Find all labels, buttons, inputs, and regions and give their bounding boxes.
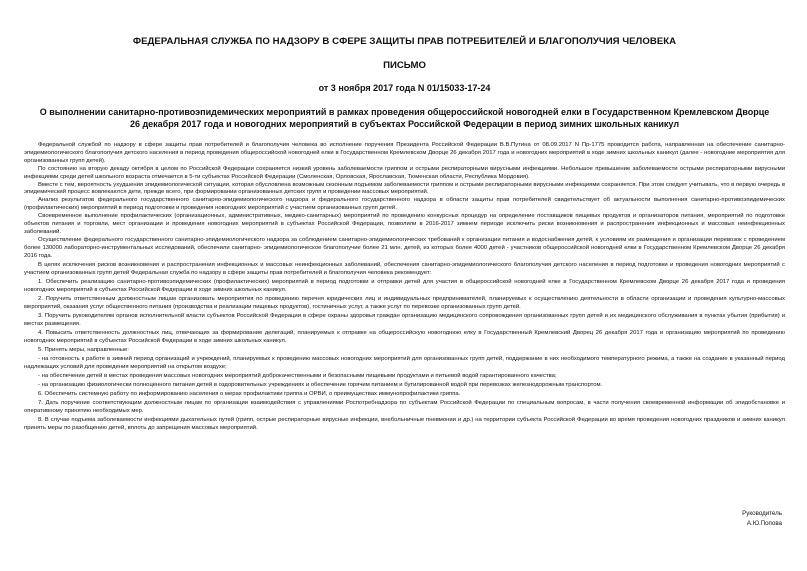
- paragraph: 1. Обеспечить реализацию санитарно-противоэпидемических (профилактических) мероприятий в период подготовки и отправки детей для участия в общероссийской новогодней елке в Государственном Кремлевском Дворце 26 декабря 2017 года и проведения новогодних мероприятий в субъектах Российской Федерации в ходе зимних школьных каникул.: [24, 278, 785, 293]
- paragraph: В целях исключения рисков возникновения и распространения инфекционных и массовых неинфекционных заболеваний, обеспечения санитарно-эпидемиологического благополучия детского населения в период подготовки и проведения новогодних мероприятий с участием организованных групп детей Федеральная служба по надзору в сфере защиты прав потребителей и благополучия человека рекомендует:: [24, 261, 785, 276]
- paragraph: - на готовность к работе в зимний период организаций и учреждений, планируемых к проведению массовых новогодних мероприятий для организованных групп детей, поддержание в них необходимого температурного режима, а также на создание в указанный период надлежащих условий для проведения мероприятий на открытом воздухе;: [24, 355, 785, 370]
- paragraph: 8. В случае подъема заболеваемости инфекциями дыхательных путей (грипп, острые респираторные вирусные инфекции, внебольничные пневмонии и др.) на территории субъекта Российской Федерации во время проведения новогодних праздников и зимних каникул принять меры по разобщению детей, вплоть до запрещения массовых мероприятий.: [24, 417, 785, 432]
- document-body: [24, 142, 785, 433]
- paragraph: - на организацию физиологически полноценного питания детей в оздоровительных учреждениях и обеспечение горячим питанием и бутилированной водой при перевозках железнодорожным транспортом.: [38, 381, 603, 388]
- paragraph: Осуществление федерального государственного санитарно-эпидемиологического надзора за соблюдением санитарно-эпидемиологических требований к организации питания и водоснабжения детей, к условиям их размещения и организации перевозок с проведением более 130000 лабораторно-инструментальных исследований, обеспечили санитарно- эпидемиологическое благополучие более 21 млн. детей, из которых более 4000 детей - участников общероссийской новогодней елки в Государственном Кремлевском Дворце 26 декабря 2016 года.: [24, 236, 785, 259]
- subject-line: О выполнении санитарно-противоэпидемических мероприятий в рамках проведения общероссийской новогодней елки в Государственном Кремлевском Дворце: [39, 107, 770, 117]
- signatory-name: А.Ю.Попова: [746, 520, 782, 527]
- paragraph: Своевременное выполнение профилактических (организационных, административных, медико-санитарных) мероприятий по проведению конкурсных процедур на определение поставщиков пищевых продуктов и организаторов питания, мероприятий по подготовке объектов питания и торговли, мест организации и проведения новогодних мероприятий в субъектах Российской Федерации, позволили в 2016-2017 зимнем периоде исключить риски возникновения и распространения инфекционных и массовых неинфекционных заболеваний.: [24, 213, 785, 235]
- paragraph: 7. Дать поручение соответствующим должностным лицам по организации взаимодействия с управлениями Роспотребнадзора по субъектам Российской Федерации по специальным вопросам, в части получения своевременной информации об эпидобстановке и оперативному принятию необходимых мер.: [24, 400, 785, 415]
- paragraph: Вместе с тем, вероятность ухудшения эпидемиологической ситуации, которая обусловлена возможным сезонным подъемом заболеваемости гриппом и острыми респираторными вирусными инфекциями сохраняется. При этом следует учитывать, что в первую очередь в эпидемический процесс вовлекаются дети, прежде всего, при формировании организованных детских групп и проведении массовых мероприятий.: [24, 181, 785, 196]
- paragraph: Федеральной службой по надзору в сфере защиты прав потребителей и благополучия человека во исполнение поручения Президента Российской Федерации В.В.Путина от 08.09.2017 N Пр-1775 проводится работа, направленная на обеспечение санитарно-эпидемиологического благополучия детского населения в период проведения общероссийской новогодней елки в Государственном Кремлевском Дворце 26 декабря 2017 года и новогодних мероприятий в ходе зимних школьных каникул (далее - новогодние мероприятия для организованных групп детей).: [24, 142, 785, 164]
- document-date: от 3 ноября 2017 года N 01/15033-17-24: [318, 83, 491, 93]
- document-type: ПИСЬМО: [383, 60, 426, 71]
- agency-heading: ФЕДЕРАЛЬНАЯ СЛУЖБА ПО НАДЗОРУ В СФЕРЕ ЗАЩИТЫ ПРАВ ПОТРЕБИТЕЛЕЙ И БЛАГОПОЛУЧИЯ ЧЕЛОВЕКА: [132, 36, 677, 47]
- paragraph: 2. Поручить ответственным должностным лицам организовать мероприятия по проведению перечня юридических лиц и индивидуальных предпринимателей, планируемых к осуществлению деятельности в области организации и проведения культурно-массовых мероприятий, оказания услуг общественного питания (производства и реализации пищевых продуктов), гостиничных услуг, а также услуг по перевозке организованных групп детей.: [24, 295, 785, 310]
- paragraph: Анализ результатов федерального государственного санитарно-эпидемиологического надзора и федерального государственного надзора в области защиты прав потребителей свидетельствует об актуальности выполнения санитарно-противоэпидемических (профилактических) мероприятий в период подготовки и проведения новогодних мероприятий с участием организованных групп детей.: [24, 197, 785, 212]
- paragraph: 6. Обеспечить системную работу по информированию населения о мерах профилактики гриппа и ОРВИ, о преимуществах иммунопрофилактики гриппа.: [38, 391, 461, 398]
- paragraph: - на обеспечение детей в местах проведения массовых новогодних мероприятий доброкачественными и безопасными пищевыми продуктами и питьевой водой гарантированного качества;: [38, 372, 557, 379]
- paragraph: По состоянию на вторую декаду октября в целом по Российской Федерации сохраняется низкий уровень заболеваемости гриппом и острыми респираторными вирусными инфекциями. Небольшое превышение заболеваемости острыми респираторными вирусными инфекциями среди детей школьного возраста отмечается в 5-ти субъектах Российской Федерации (Смоленская, Орловская, Ярославская, Тюменская области, Республика Мордовия).: [24, 165, 785, 180]
- signature-block: [742, 509, 782, 529]
- subject-line: 26 декабря 2017 года и новогодних мероприятий в субъектах Российской Федерации в период зимних школьных каникул: [129, 119, 680, 129]
- paragraph: 5. Принять меры, направленные:: [38, 346, 129, 353]
- paragraph: 3. Поручить руководителям органов исполнительной власти субъектов Российской Федерации в сфере охраны здоровья граждан организацию медицинского сопровождения организованных групп детей и их медицинского обслуживания в пунктах убытия (прибытия) и местах размещения.: [24, 312, 785, 327]
- signatory-title: Руководитель: [742, 510, 782, 517]
- paragraph: 4. Повысить ответственность должностных лиц, отвечающих за формирование делегаций, планируемых к отправке на общероссийскую новогоднюю елку в Государственный Кремлевский Дворец 26 декабря 2017 года и организацию мероприятий по проведению новогодних мероприятий в субъектах Российской Федерации в ходе зимних школьных каникул.: [24, 329, 785, 344]
- document-subject: [24, 106, 785, 130]
